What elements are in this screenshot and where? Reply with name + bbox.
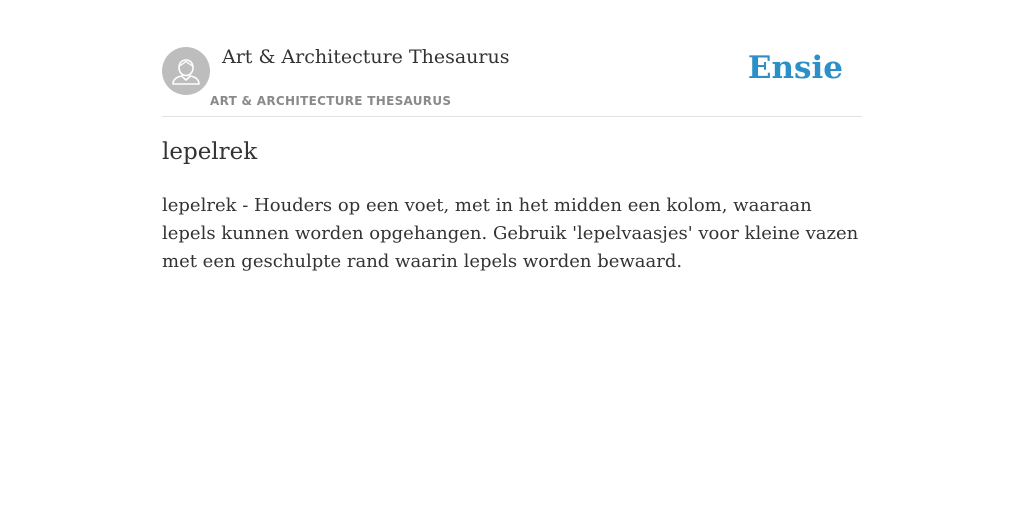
author-avatar[interactable] bbox=[162, 47, 210, 95]
user-silhouette-icon bbox=[162, 47, 210, 95]
entry-header bbox=[162, 40, 862, 117]
source-label[interactable]: ART & ARCHITECTURE THESAURUS bbox=[210, 94, 452, 108]
ensie-logo[interactable]: Ensie bbox=[747, 50, 843, 86]
author-name[interactable]: Art & Architecture Thesaurus bbox=[222, 46, 510, 68]
entry-definition: lepelrek - Houders op een voet, met in het midden een kolom, waaraan lepels kunnen worden opgehangen. Gebruik 'lepelvaasjes' voor kleine vazen met een geschulpte rand waarin lepels worden bewaard. bbox=[162, 195, 859, 272]
entry-title: lepelrek bbox=[162, 139, 258, 165]
